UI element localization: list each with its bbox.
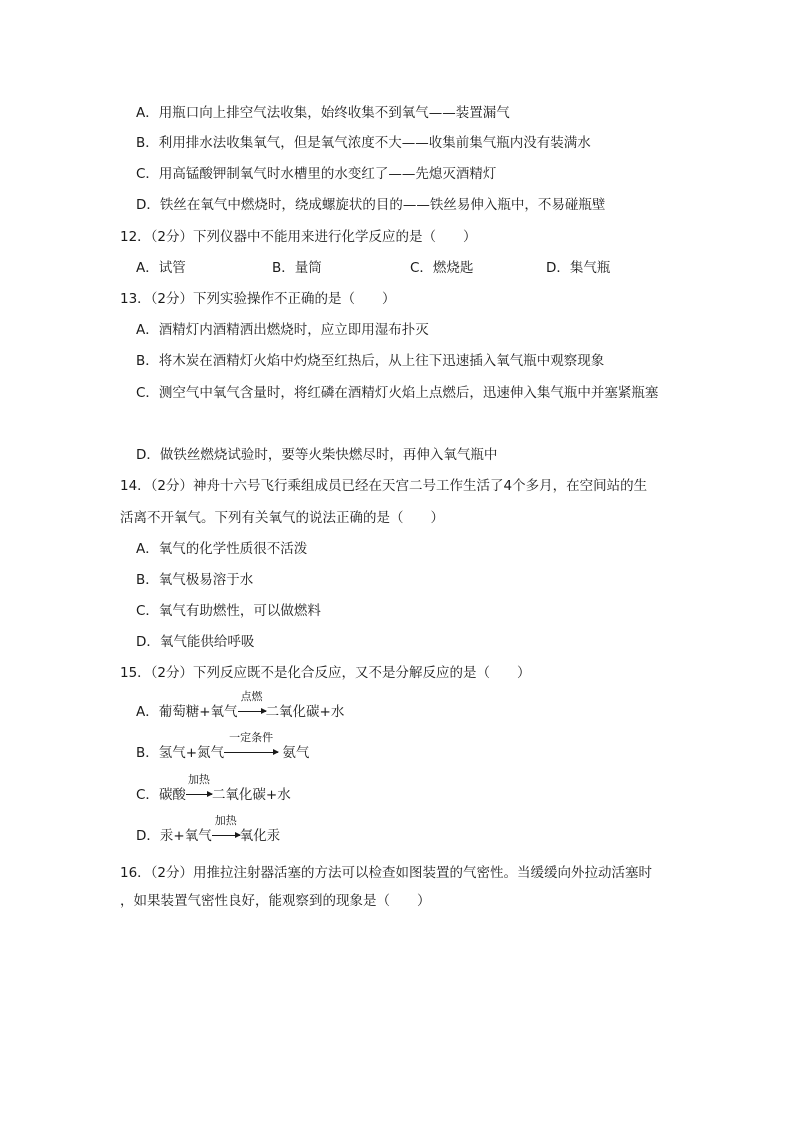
q14-stem-line1: 14．（2分）神舟十六号飞行乘组成员已经在天宫二号工作生活了4个多月，在空间站的生 <box>120 478 648 494</box>
option-letter: A． <box>136 704 159 720</box>
reaction-condition: 加热 <box>214 814 237 827</box>
products: 二氧化碳+水 <box>265 704 345 720</box>
arrow-icon <box>186 794 212 795</box>
q14-stem-line2: 活离不开氧气。下列有关氧气的说法正确的是（ ） <box>120 510 444 526</box>
reaction-arrow <box>238 690 266 721</box>
products: 氨气 <box>278 745 310 761</box>
q12-option-b: B．量筒 <box>272 260 322 276</box>
q16-stem-line1: 16．（2分）用推拉注射器活塞的方法可以检查如图装置的气密性。当缓缓向外拉动活塞时 <box>120 865 653 881</box>
q15-option-c <box>136 773 291 804</box>
q15-option-a <box>136 690 345 721</box>
reactants: 葡萄糖+氧气 <box>158 704 238 720</box>
reaction-arrow <box>212 814 240 845</box>
q14-option-d: D．氧气能供给呼吸 <box>136 634 255 650</box>
option-letter: C． <box>136 787 159 803</box>
products: 氧化汞 <box>239 828 281 844</box>
arrow-icon <box>224 752 278 753</box>
products: 二氧化碳+水 <box>211 787 291 803</box>
q11-option-b: B．利用排水法收集氧气，但是氧气浓度不大——收集前集气瓶内没有装满水 <box>136 135 591 151</box>
q11-option-c: C．用高锰酸钾制氧气时水槽里的水变红了——先熄灭酒精灯 <box>136 166 497 182</box>
q16-stem-line2: ，如果装置气密性良好，能观察到的现象是（ ） <box>120 893 431 909</box>
q15-stem: 15．（2分）下列反应既不是化合反应，又不是分解反应的是（ ） <box>120 665 531 681</box>
q11-option-a: A．用瓶口向上排空气法收集，始终收集不到氧气——装置漏气 <box>136 105 510 121</box>
q13-option-d: D．做铁丝燃烧试验时，要等火柴快燃尽时，再伸入氧气瓶中 <box>136 447 498 463</box>
q12-stem: 12．（2分）下列仪器中不能用来进行化学反应的是（ ） <box>120 229 477 245</box>
q13-option-a: A．酒精灯内酒精洒出燃烧时，应立即用湿布扑灭 <box>136 322 429 338</box>
reaction-arrow <box>224 731 278 762</box>
q13-stem: 13．（2分）下列实验操作不正确的是（ ） <box>120 291 396 307</box>
option-letter: B． <box>136 745 159 761</box>
q14-option-c: C．氧气有助燃性，可以做燃料 <box>136 603 321 619</box>
q12-option-c: C．燃烧匙 <box>410 260 474 276</box>
arrow-icon <box>238 711 266 712</box>
q15-option-b <box>136 731 310 762</box>
q13-option-b: B．将木炭在酒精灯火焰中灼烧至红热后，从上往下迅速插入氧气瓶中观察现象 <box>136 353 605 369</box>
reactants: 汞+氧气 <box>159 828 212 844</box>
q15-option-d <box>136 814 281 845</box>
reaction-condition: 点燃 <box>240 690 263 703</box>
q12-option-d: D．集气瓶 <box>546 260 611 276</box>
reaction-condition: 加热 <box>187 773 210 786</box>
arrow-icon <box>212 835 240 836</box>
q14-option-a: A．氧气的化学性质很不活泼 <box>136 541 308 557</box>
q13-option-c: C．测空气中氧气含量时，将红磷在酒精灯火焰上点燃后，迅速伸入集气瓶中并塞紧瓶塞 <box>136 385 659 401</box>
q11-option-d: D．铁丝在氧气中燃烧时，绕成螺旋状的目的——铁丝易伸入瓶中，不易碰瓶壁 <box>136 197 606 213</box>
option-letter: D． <box>136 828 160 844</box>
q14-option-b: B．氧气极易溶于水 <box>136 572 254 588</box>
reactants: 碳酸 <box>158 787 186 803</box>
reactants: 氢气+氮气 <box>158 745 225 761</box>
q12-option-a: A．试管 <box>136 260 186 276</box>
reaction-condition: 一定条件 <box>229 731 274 744</box>
reaction-arrow <box>186 773 212 804</box>
